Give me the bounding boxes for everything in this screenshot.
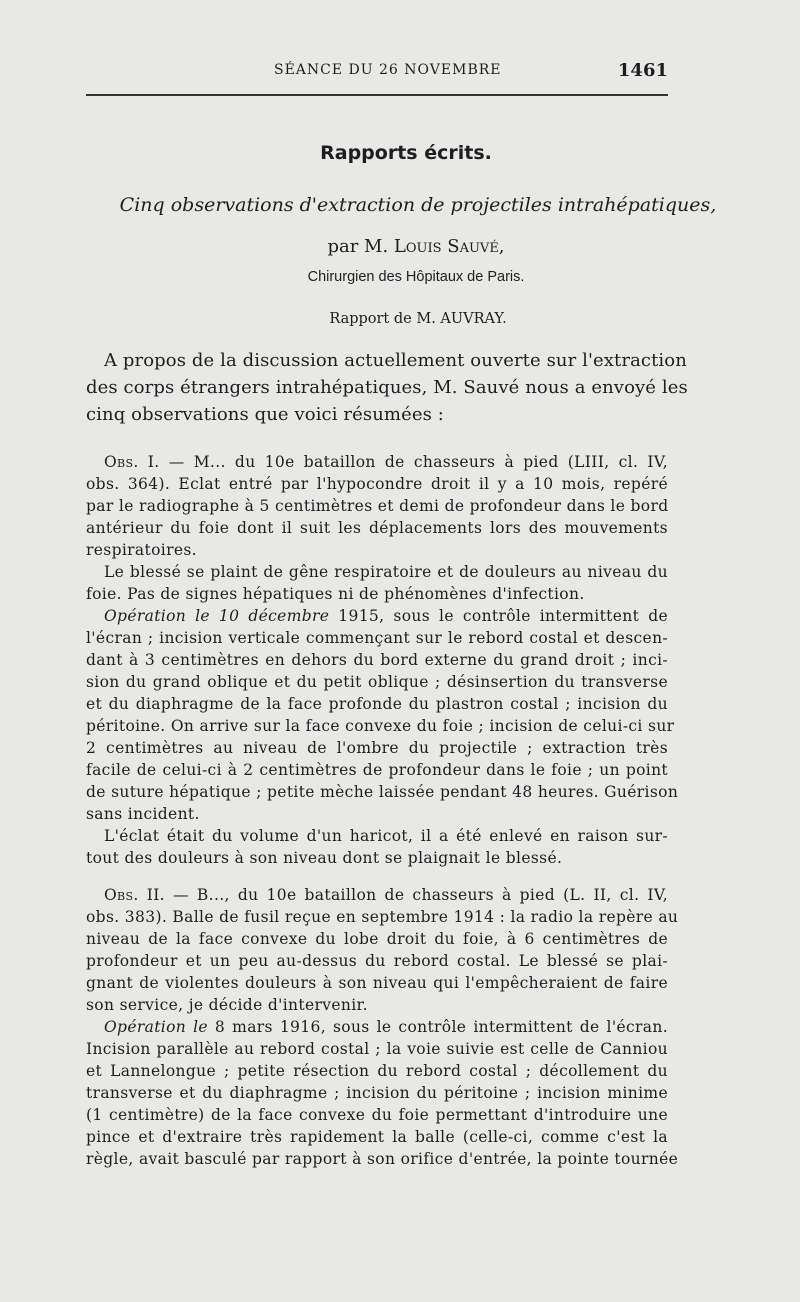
intro-line: des corps étrangers intrahépatiques, M. Sauvé nous a envoyé les: [86, 377, 688, 398]
page-number: 1461: [617, 60, 668, 81]
obs1-op-line: de suture hépatique ; petite mèche laissée pendant 48 heures. Guérison: [86, 783, 679, 801]
author-line: [0, 236, 800, 257]
obs1-op-line: facile de celui-ci à 2 centimètres de profondeur dans le foie ; un point: [86, 761, 668, 779]
obs1-text: — M... du 10e bataillon de chasseurs à pied (LIII, cl. IV,: [159, 453, 668, 471]
obs2-op-line: pince et d'extraire très rapidement la balle (celle-ci, comme c'est la: [86, 1128, 668, 1146]
obs1-line: Le blessé se plaint de gêne respiratoire et de douleurs au niveau du: [104, 563, 668, 581]
obs1-op-line: péritoine. On arrive sur la face convexe du foie ; incision de celui-ci sur: [86, 717, 675, 735]
author-prefix: par M.: [327, 236, 389, 257]
obs2-label: Obs. II.: [104, 886, 165, 904]
obs2-op-line: et Lannelongue ; petite résection du rebord costal ; décollement du: [86, 1062, 668, 1080]
obs1-op-line: L'éclat était du volume d'un haricot, il a été enlevé en raison sur-: [104, 827, 668, 845]
running-title: SÉANCE DU 26 NOVEMBRE: [274, 62, 502, 78]
obs1-op-line: dant à 3 centimètres en dehors du bord externe du grand droit ; inci-: [86, 651, 668, 669]
obs1-line: foie. Pas de signes hépatiques ni de phénomènes d'infection.: [86, 585, 585, 603]
obs1-op-line: l'écran ; incision verticale commençant sur le rebord costal et descen-: [86, 629, 668, 647]
obs1-op-line: [104, 607, 668, 625]
author-role: Chirurgien des Hôpitaux de Paris.: [307, 269, 525, 285]
obs2-op-line: [104, 1018, 668, 1036]
obs2-op-text: 8 mars 1916, sous le contrôle intermittent de l'écran.: [207, 1018, 668, 1036]
obs1-op-line: sion du grand oblique et du petit oblique ; désinsertion du transverse: [86, 673, 668, 691]
obs1-line: respiratoires.: [86, 541, 197, 559]
obs2-line: obs. 383). Balle de fusil reçue en septembre 1914 : la radio la repère au: [86, 908, 679, 926]
obs2-op-line: transverse et du diaphragme ; incision du péritoine ; incision minime: [86, 1084, 668, 1102]
obs1-op-line: et du diaphragme de la face profonde du plastron costal ; incision du: [86, 695, 668, 713]
obs2-op-line: Incision parallèle au rebord costal ; la voie suivie est celle de Canniou: [86, 1040, 668, 1058]
obs2-line: profondeur et un peu au-dessus du rebord costal. Le blessé se plai-: [86, 952, 668, 970]
obs2-line: niveau de la face convexe du lobe droit du foie, à 6 centimètres de: [86, 930, 668, 948]
author-name: Louis Sauvé,: [393, 236, 505, 257]
obs2-line: gnant de violentes douleurs à son niveau qui l'empêcheraient de faire: [86, 974, 668, 992]
obs2-text: — B..., du 10e bataillon de chasseurs à pied (L. II, cl. IV,: [164, 886, 668, 904]
obs1-line: [104, 453, 668, 471]
obs1-op-line: tout des douleurs à son niveau dont se plaignait le blessé.: [86, 849, 563, 867]
obs1-line: obs. 364). Eclat entré par l'hypocondre droit il y a 10 mois, repéré: [86, 475, 668, 493]
obs1-op-text: 1915, sous le contrôle intermittent de: [329, 607, 668, 625]
obs1-label: Obs. I.: [104, 453, 160, 471]
obs2-op-line: règle, avait basculé par rapport à son orifice d'entrée, la pointe tournée: [86, 1150, 679, 1168]
obs2-op-label: Opération le: [104, 1018, 208, 1036]
obs1-op-label: Opération le 10 décembre: [104, 607, 330, 625]
obs2-line: [104, 886, 668, 904]
article-title: Cinq observations d'extraction de projectiles intrahépatiques,: [119, 194, 717, 216]
intro-line: A propos de la discussion actuellement ouverte sur l'extraction: [104, 350, 687, 371]
obs1-op-line: 2 centimètres au niveau de l'ombre du projectile ; extraction très: [86, 739, 668, 757]
obs2-line: son service, je décide d'intervenir.: [86, 996, 368, 1014]
header-rule: [86, 94, 668, 96]
obs1-line: par le radiographe à 5 centimètres et demi de profondeur dans le bord: [86, 497, 669, 515]
obs2-op-line: (1 centimètre) de la face convexe du foie permettant d'introduire une: [86, 1106, 668, 1124]
intro-line: cinq observations que voici résumées :: [86, 404, 444, 425]
obs1-op-line: sans incident.: [86, 805, 200, 823]
obs1-line: antérieur du foie dont il suit les déplacements lors des mouvements: [86, 519, 668, 537]
section-title: Rapports écrits.: [320, 142, 492, 164]
running-head: [86, 60, 668, 86]
rapporteur: Rapport de M. AUVRAY.: [329, 311, 507, 327]
